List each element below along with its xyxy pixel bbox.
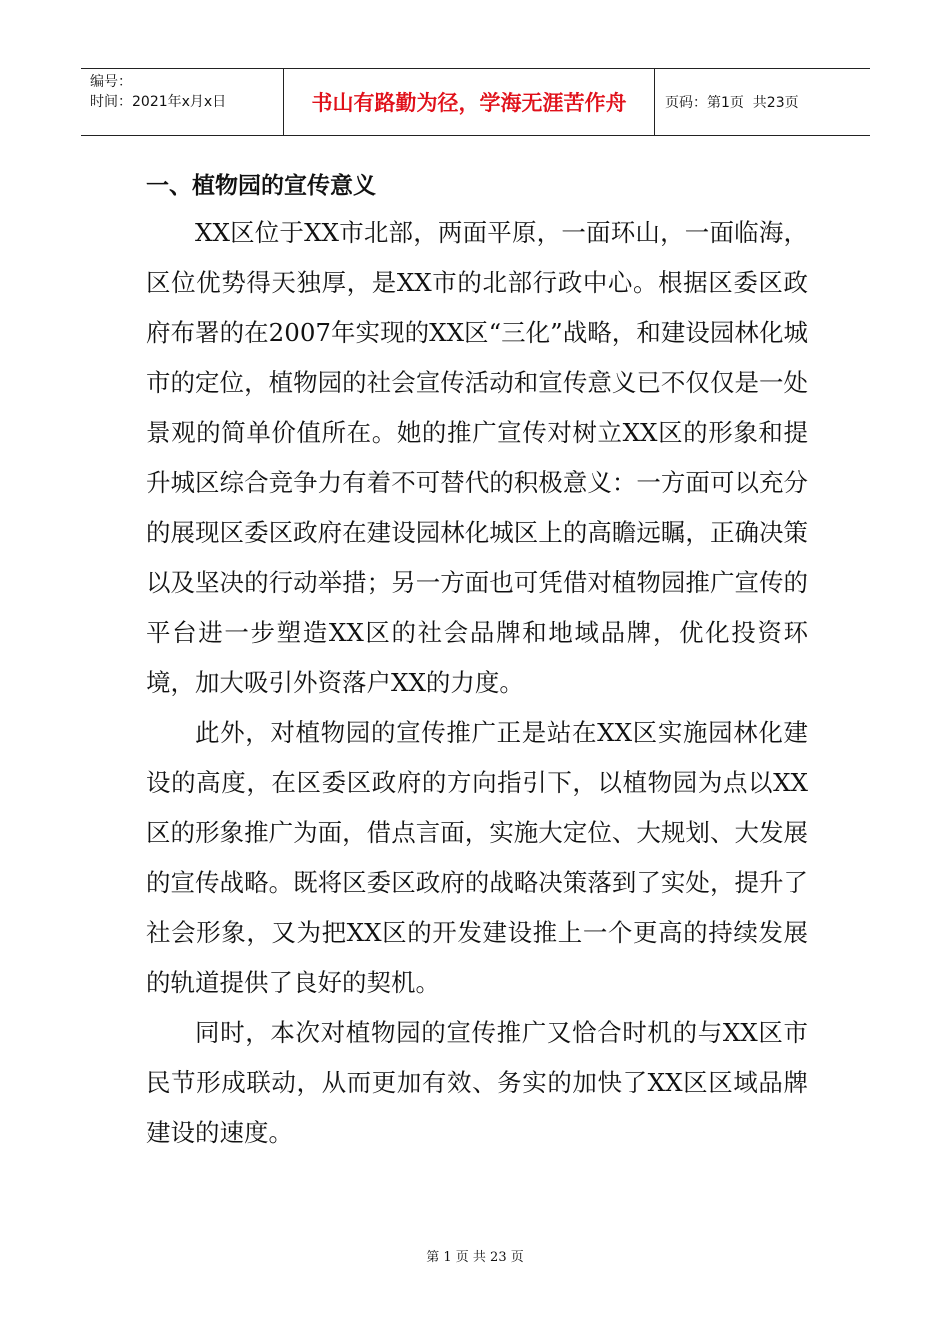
header-meta <box>81 69 284 135</box>
paragraph-2: 此外，对植物园的宣传推广正是站在XX区实施园林化建设的高度，在区委区政府的方向指引下，以植物园为点以XX区的形象推广为面，借点言面，实施大定位、大规划、大发展的宣传战略。既将区委区政府的战略决策落到了实处，提升了社会形象，又为把XX区的开发建设推上一个更高的持续发展的轨道提供了良好的契机。 <box>146 718 808 997</box>
header-page-info <box>655 69 870 135</box>
section-heading: 一、植物园的宣传意义 <box>146 173 376 199</box>
paragraph-3: 同时，本次对植物园的宣传推广又恰合时机的与XX区市民节形成联动，从而更加有效、务实的加快了XX区区域品牌建设的速度。 <box>146 1018 808 1147</box>
paragraph-1: XX区位于XX市北部，两面平原，一面环山，一面临海，区位优势得天独厚，是XX市的北部行政中心。根据区委区政府布署的在2007年实现的XX区“三化”战略，和建设园林化城市的定位，植物园的社会宣传活动和宣传意义已不仅仅是一处景观的简单价值所在。她的推广宣传对树立XX区的形象和提升城区综合竞争力有着不可替代的积极意义：一方面可以充分的展现区委区政府在建设园林化城区上的高瞻远瞩，正确决策以及坚决的行动举措；另一方面也可凭借对植物园推广宣传的平台进一步塑造XX区的社会品牌和地域品牌，优化投资环境，加大吸引外资落户XX的力度。 <box>146 218 808 697</box>
page-footer: 第 1 页 共 23 页 <box>426 1250 524 1265</box>
serial-label: 编号： <box>90 74 132 90</box>
page-info-text: 页码：第1页 共23页 <box>665 95 799 111</box>
page-header <box>81 68 870 136</box>
date-label: 时间：2021年x月x日 <box>90 94 227 110</box>
document-body <box>146 164 808 1158</box>
header-motto: 书山有路勤为径，学海无涯苦作舟 <box>284 69 655 135</box>
